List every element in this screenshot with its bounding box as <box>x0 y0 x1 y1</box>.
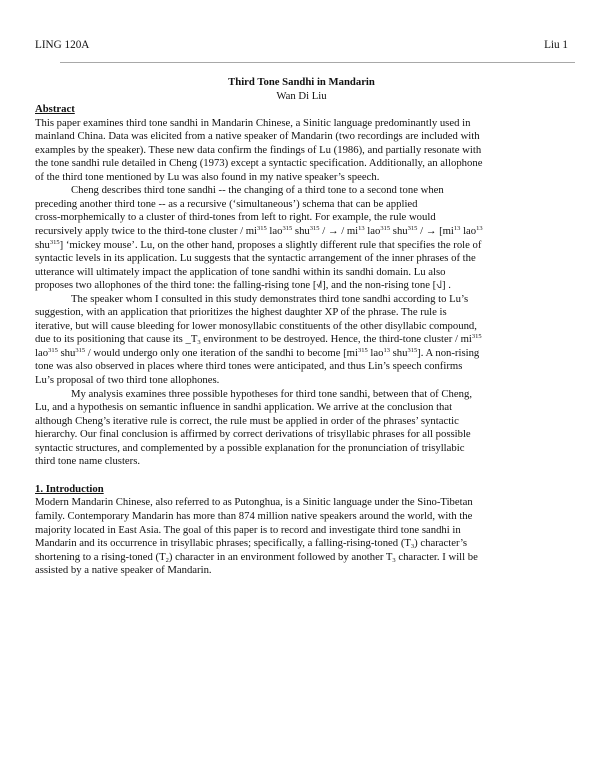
tone-superscript: 315 <box>309 225 320 233</box>
text-run: ) character in an environment followed by another T <box>168 550 393 563</box>
text-run: ], and the non-rising tone [ <box>322 279 437 292</box>
text-run: due to its positioning that cause its _T <box>35 333 198 346</box>
text-line: cross-morphemically to a cluster of third-tones from left to right. For example, the rule would <box>35 211 436 224</box>
introduction-paragraph <box>35 496 568 577</box>
tone-subscript: 3 <box>197 339 201 347</box>
text-run: proposes two allophones of the third tone: the falling-rising tone [ <box>35 279 317 292</box>
text-line: hierarchy. Our final conclusion is affirmed by correct derivations of trisyllabic phrases for all possible <box>35 428 471 441</box>
text-run: lao <box>266 225 283 238</box>
text-line <box>35 279 568 293</box>
paper-author: Wan Di Liu <box>276 89 327 102</box>
text-line: iterative, but will cause bleeding for lower monosyllabic constituents of the other disyllabic compound, <box>35 319 477 332</box>
tone-superscript: 315 <box>471 333 482 341</box>
text-line: mainland China. Data was elicited from a native speaker of Mandarin (two recordings are included with <box>35 130 480 143</box>
tone-letter-falling-rising: ˧˩˥ <box>316 279 323 292</box>
text-run: / → [mi <box>417 225 454 238</box>
text-run: shortening to a rising-toned (T <box>35 550 166 563</box>
text-line: Modern Mandarin Chinese, also referred to as Putonghua, is a Sinitic language under the Sino-Tibetan <box>35 496 473 509</box>
paper-page <box>35 0 568 776</box>
text-run: lao <box>460 225 477 238</box>
text-line: Lu, and a hypothesis on semantic influence in sandhi application. We arrive at the conclusion that <box>35 401 453 414</box>
text-line: My analysis examines three possible hypotheses for third tone sandhi, between that of Cheng, <box>71 387 472 400</box>
text-run: lao <box>364 225 381 238</box>
text-line: family. Contemporary Mandarin has more than 874 million native speakers around the world, with the <box>35 509 473 522</box>
tone-subscript: 3 <box>392 556 396 564</box>
tone-letter-non-rising: ˧˩˩ <box>436 279 442 292</box>
tone-superscript: 315 <box>49 238 60 246</box>
text-run: lao <box>367 346 384 359</box>
text-line: of the third tone mentioned by Lu was also found in my native speaker’s speech. <box>35 170 380 183</box>
text-line <box>35 225 568 239</box>
tone-superscript: 13 <box>476 225 483 233</box>
text-run: lao <box>35 346 49 359</box>
tone-superscript: 13 <box>358 225 365 233</box>
header-rule <box>60 62 575 63</box>
text-line <box>35 239 568 253</box>
text-line: preceding another third tone -- as a recursive (‘simultaneous’) schema that can be applied <box>35 197 418 210</box>
text-line: suggestion, with an application that prioritizes the highest daughter XP of the phrase. The rule is <box>35 306 447 319</box>
cheng-paragraph <box>35 184 568 292</box>
text-line: tone was also observed in places where third tones were anticipated, and thus Lin’s speech confirms <box>35 360 463 373</box>
tone-superscript: 315 <box>75 346 86 354</box>
text-run: ]. A non-rising <box>417 346 480 359</box>
text-line: Lu’s proposal of two third tone allophones. <box>35 374 220 387</box>
text-line: third tone name clusters. <box>35 455 141 468</box>
text-line: The speaker whom I consulted in this study demonstrates third tone sandhi according to Lu’s <box>71 292 469 305</box>
text-run: ] ‘mickey mouse’. Lu, on the other hand, proposes a slightly different rule that specifies the role of <box>59 238 482 251</box>
text-run: character. I will be <box>395 550 478 563</box>
text-line: majority located in East Asia. The goal of this paper is to record and investigate third tone sandhi in <box>35 523 461 536</box>
text-line: assisted by a native speaker of Mandarin. <box>35 564 212 577</box>
tone-superscript: 315 <box>282 225 293 233</box>
tone-subscript: 3 <box>410 543 415 551</box>
text-run: / would undergo only one iteration of the sandhi to become [mi <box>85 346 358 359</box>
page-label: Liu 1 <box>544 39 568 51</box>
text-run: shu <box>389 346 408 359</box>
text-line: syntactic levels in its application. Lu suggests that the syntactic arrangement of the inner phrases of the <box>35 252 476 265</box>
course-label: LING 120A <box>35 39 90 51</box>
text-run: ] . <box>442 279 451 292</box>
text-run: shu <box>390 225 408 238</box>
tone-superscript: 315 <box>357 346 368 354</box>
text-run: Mandarin and its occurrence in trisyllabic phrases; specifically, a falling-rising-toned (T <box>35 537 411 550</box>
analysis-paragraph <box>35 388 568 469</box>
tone-subscript: 2 <box>165 556 169 564</box>
text-run: shu <box>292 225 310 238</box>
text-line <box>35 551 568 565</box>
text-run: shu <box>35 238 50 251</box>
text-line <box>35 333 568 347</box>
tone-superscript: 315 <box>257 225 267 233</box>
text-run: recursively apply twice to the third-tone cluster / mi <box>35 225 257 238</box>
text-line <box>35 537 568 551</box>
text-run: / → / mi <box>319 225 359 238</box>
tone-superscript: 13 <box>383 346 390 354</box>
text-run: shu <box>57 346 76 359</box>
text-line <box>35 347 568 361</box>
abstract-heading: Abstract <box>35 103 75 116</box>
text-line: the tone sandhi rule detailed in Cheng (1973) except a syntactic specification. Additionally, an allophone <box>35 157 483 170</box>
text-line: Cheng describes third tone sandhi -- the changing of a third tone to a second tone when <box>71 184 444 197</box>
tone-superscript: 13 <box>453 225 461 233</box>
text-line: syntactic structures, and complemented by a possible explanation for the pronunciation of trisyllabic <box>35 441 465 454</box>
text-line: examples by the speaker). These new data confirm the findings of Lu (1986), and partially resonate with <box>35 143 482 156</box>
tone-superscript: 315 <box>48 346 58 354</box>
paper-title: Third Tone Sandhi in Mandarin <box>228 76 375 88</box>
abstract-paragraph <box>35 117 568 185</box>
paper-body <box>35 76 568 578</box>
tone-superscript: 315 <box>380 225 391 233</box>
text-run: environment to be destroyed. Hence, the third-tone cluster / mi <box>200 333 472 346</box>
speaker-paragraph <box>35 293 568 388</box>
tone-superscript: 315 <box>407 225 418 233</box>
text-line: This paper examines third tone sandhi in Mandarin Chinese, a Sinitic language predominantly used in <box>35 116 471 129</box>
text-run: ) character’s <box>414 537 468 550</box>
text-line: utterance will ultimately impact the application of tone sandhi within its sandhi domain. Lu also <box>35 265 446 278</box>
section-spacer <box>35 469 568 483</box>
introduction-heading: 1. Introduction <box>35 482 104 495</box>
tone-superscript: 315 <box>407 346 418 354</box>
text-line: although Cheng’s iterative rule is correct, the rule must be applied in order of the phrases’ syntactic <box>35 414 459 427</box>
